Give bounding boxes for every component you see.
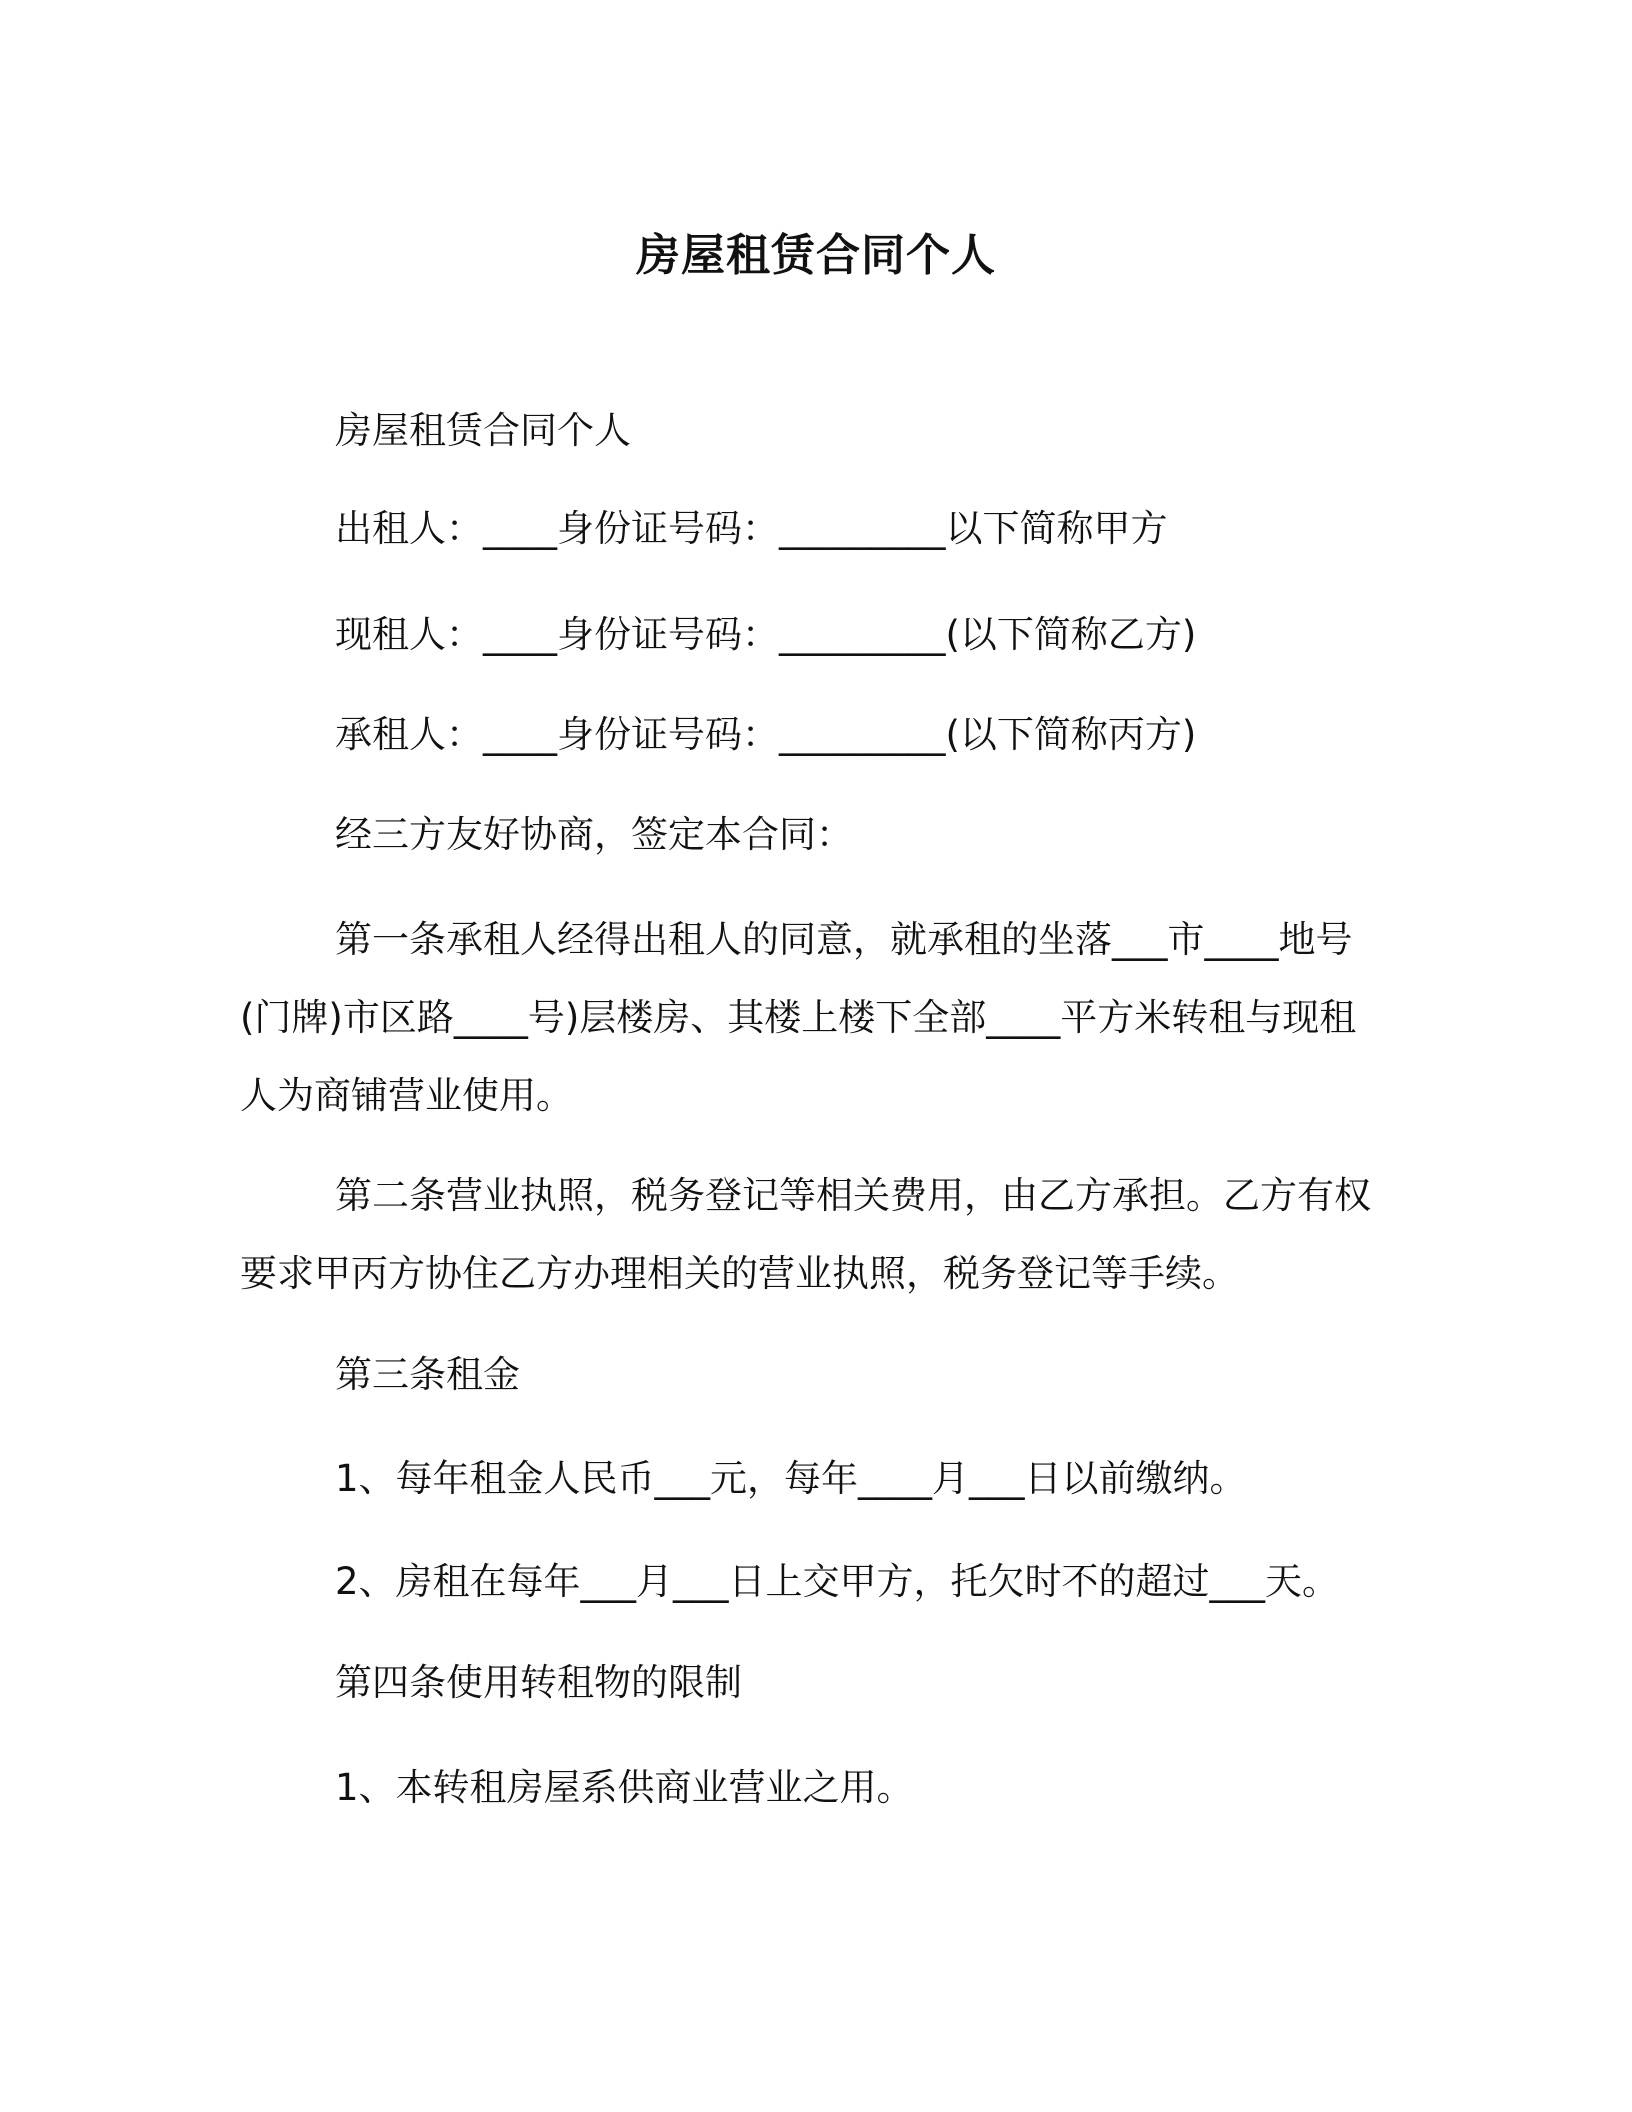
document-title: 房屋租赁合同个人	[636, 230, 996, 281]
paragraph-subtitle: 房屋租赁合同个人	[335, 409, 631, 452]
paragraph-article-3-heading: 第三条租金	[335, 1353, 520, 1396]
paragraph-usage-item-1: 1、本转租房屋系供商业营业之用。	[335, 1766, 914, 1809]
paragraph-article-1: 第一条承租人经得出租人的同意，就承租的坐落___市____地号(门牌)市区路____号)层楼房、其楼上楼下全部____平方米转租与现租人为商铺营业使用。	[240, 918, 1357, 1117]
paragraph-rent-item-1: 1、每年租金人民币___元，每年____月___日以前缴纳。	[335, 1457, 1247, 1500]
paragraph-lessor: 出租人：____身份证号码：_________以下简称甲方	[335, 507, 1168, 550]
paragraph-article-4-heading: 第四条使用转租物的限制	[335, 1661, 742, 1704]
paragraph-rent-item-2: 2、房租在每年___月___日上交甲方，托欠时不的超过___天。	[335, 1560, 1340, 1603]
paragraph-agreement: 经三方友好协商，签定本合同：	[335, 813, 853, 856]
paragraph-current-tenant: 现租人：____身份证号码：_________(以下简称乙方)	[335, 613, 1197, 656]
paragraph-article-2: 第二条营业执照，税务登记等相关费用，由乙方承担。乙方有权要求甲丙方协住乙方办理相关的营业执照，税务登记等手续。	[240, 1174, 1371, 1295]
paragraph-subtenant: 承租人：____身份证号码：_________(以下简称丙方)	[335, 713, 1197, 756]
